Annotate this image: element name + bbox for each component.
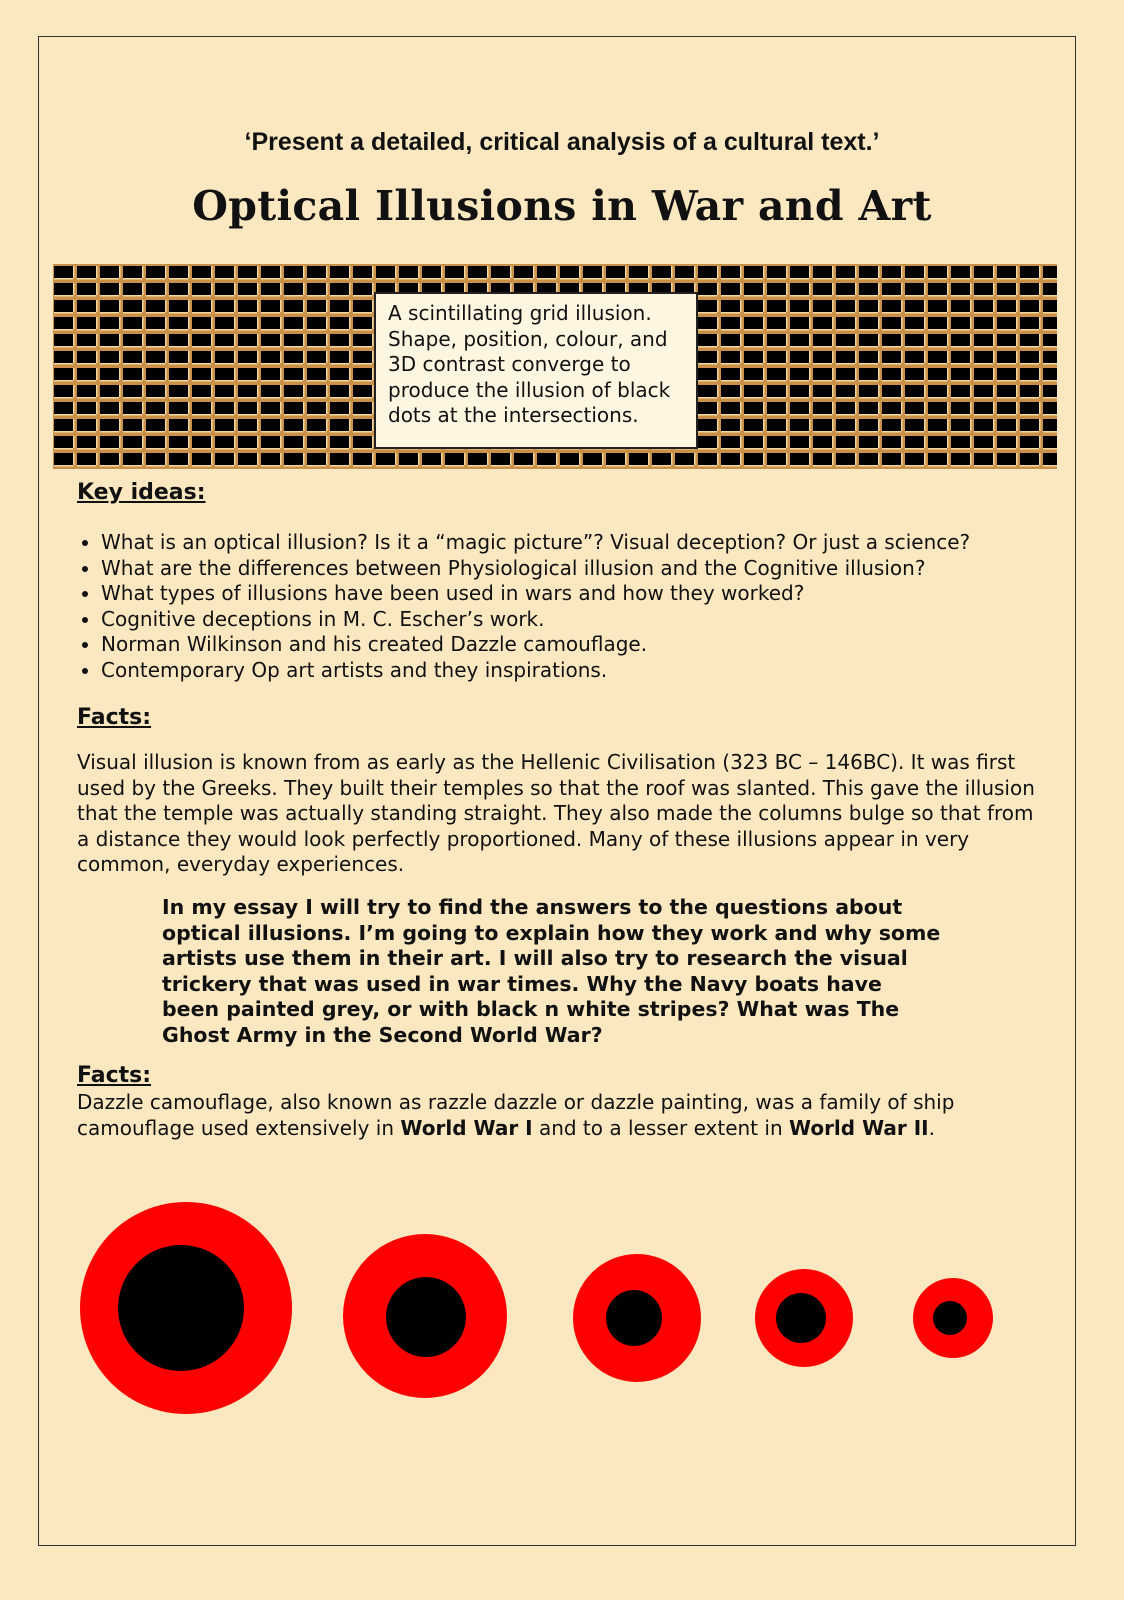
circle-3: [573, 1254, 701, 1382]
facts-heading-2: Facts:: [77, 1063, 152, 1088]
list-item: • What are the differences between Physiological illusion and the Cognitive illusion?: [101, 556, 1101, 582]
list-item: • Contemporary Op art artists and they inspirations.: [101, 658, 1101, 684]
key-ideas-heading: Key ideas:: [77, 480, 206, 505]
circle-4: [755, 1269, 853, 1367]
essay-intro-paragraph: In my essay I will try to find the answers to the questions about optical illusions. I’m going to explain how they work and why some artists use them in their art. I will also try to research the visual trickery that was used in war times. Why the Navy boats have been painted grey, or with black n white stripes? What was The Ghost Army in the Second World War?: [162, 895, 941, 1047]
list-item: • What is an optical illusion? Is it a “magic picture”? Visual deception? Or just a science?: [101, 530, 1101, 556]
grid-caption-box: A scintillating grid illusion. Shape, position, colour, and 3D contrast converge to produce the illusion of black dots at the intersections.: [374, 292, 698, 449]
assignment-prompt: ‘Present a detailed, critical analysis of a cultural text.’: [244, 128, 880, 156]
dazzle-text-start: Dazzle camouflage, also known as razzle dazzle or dazzle painting, was a family of ship camouflage used extensively in: [77, 1090, 955, 1140]
circle-1: [80, 1202, 292, 1414]
dazzle-text-end: .: [928, 1115, 935, 1140]
dazzle-text-mid: and to a lesser extent in: [532, 1115, 789, 1140]
size-illusion-circles: [0, 1200, 1124, 1440]
facts-paragraph: Visual illusion is known from as early as the Hellenic Civilisation (323 BC – 146BC). It was first used by the Greeks. They built their temples so that the roof was slanted. This gave the illusion that the temple was actually standing straight. They also made the columns bulge so that from a distance they would look perfectly proportioned. Many of these illusions appear in very common, everyday experiences.: [77, 750, 1035, 876]
list-item: • What types of illusions have been used in wars and how they worked?: [101, 581, 1101, 607]
list-item: • Norman Wilkinson and his created Dazzle camouflage.: [101, 632, 1101, 658]
dazzle-bold-ww1: World War I: [400, 1115, 533, 1140]
dazzle-paragraph: [77, 1090, 1047, 1141]
list-item: • Cognitive deceptions in M. C. Escher’s work.: [101, 607, 1101, 633]
circle-5: [913, 1278, 993, 1358]
key-ideas-list: [77, 530, 1101, 683]
page-title: Optical Illusions in War and Art: [192, 182, 932, 230]
dazzle-bold-ww2: World War II: [788, 1115, 929, 1140]
facts-heading: Facts:: [77, 705, 152, 730]
circle-2: [343, 1234, 507, 1398]
